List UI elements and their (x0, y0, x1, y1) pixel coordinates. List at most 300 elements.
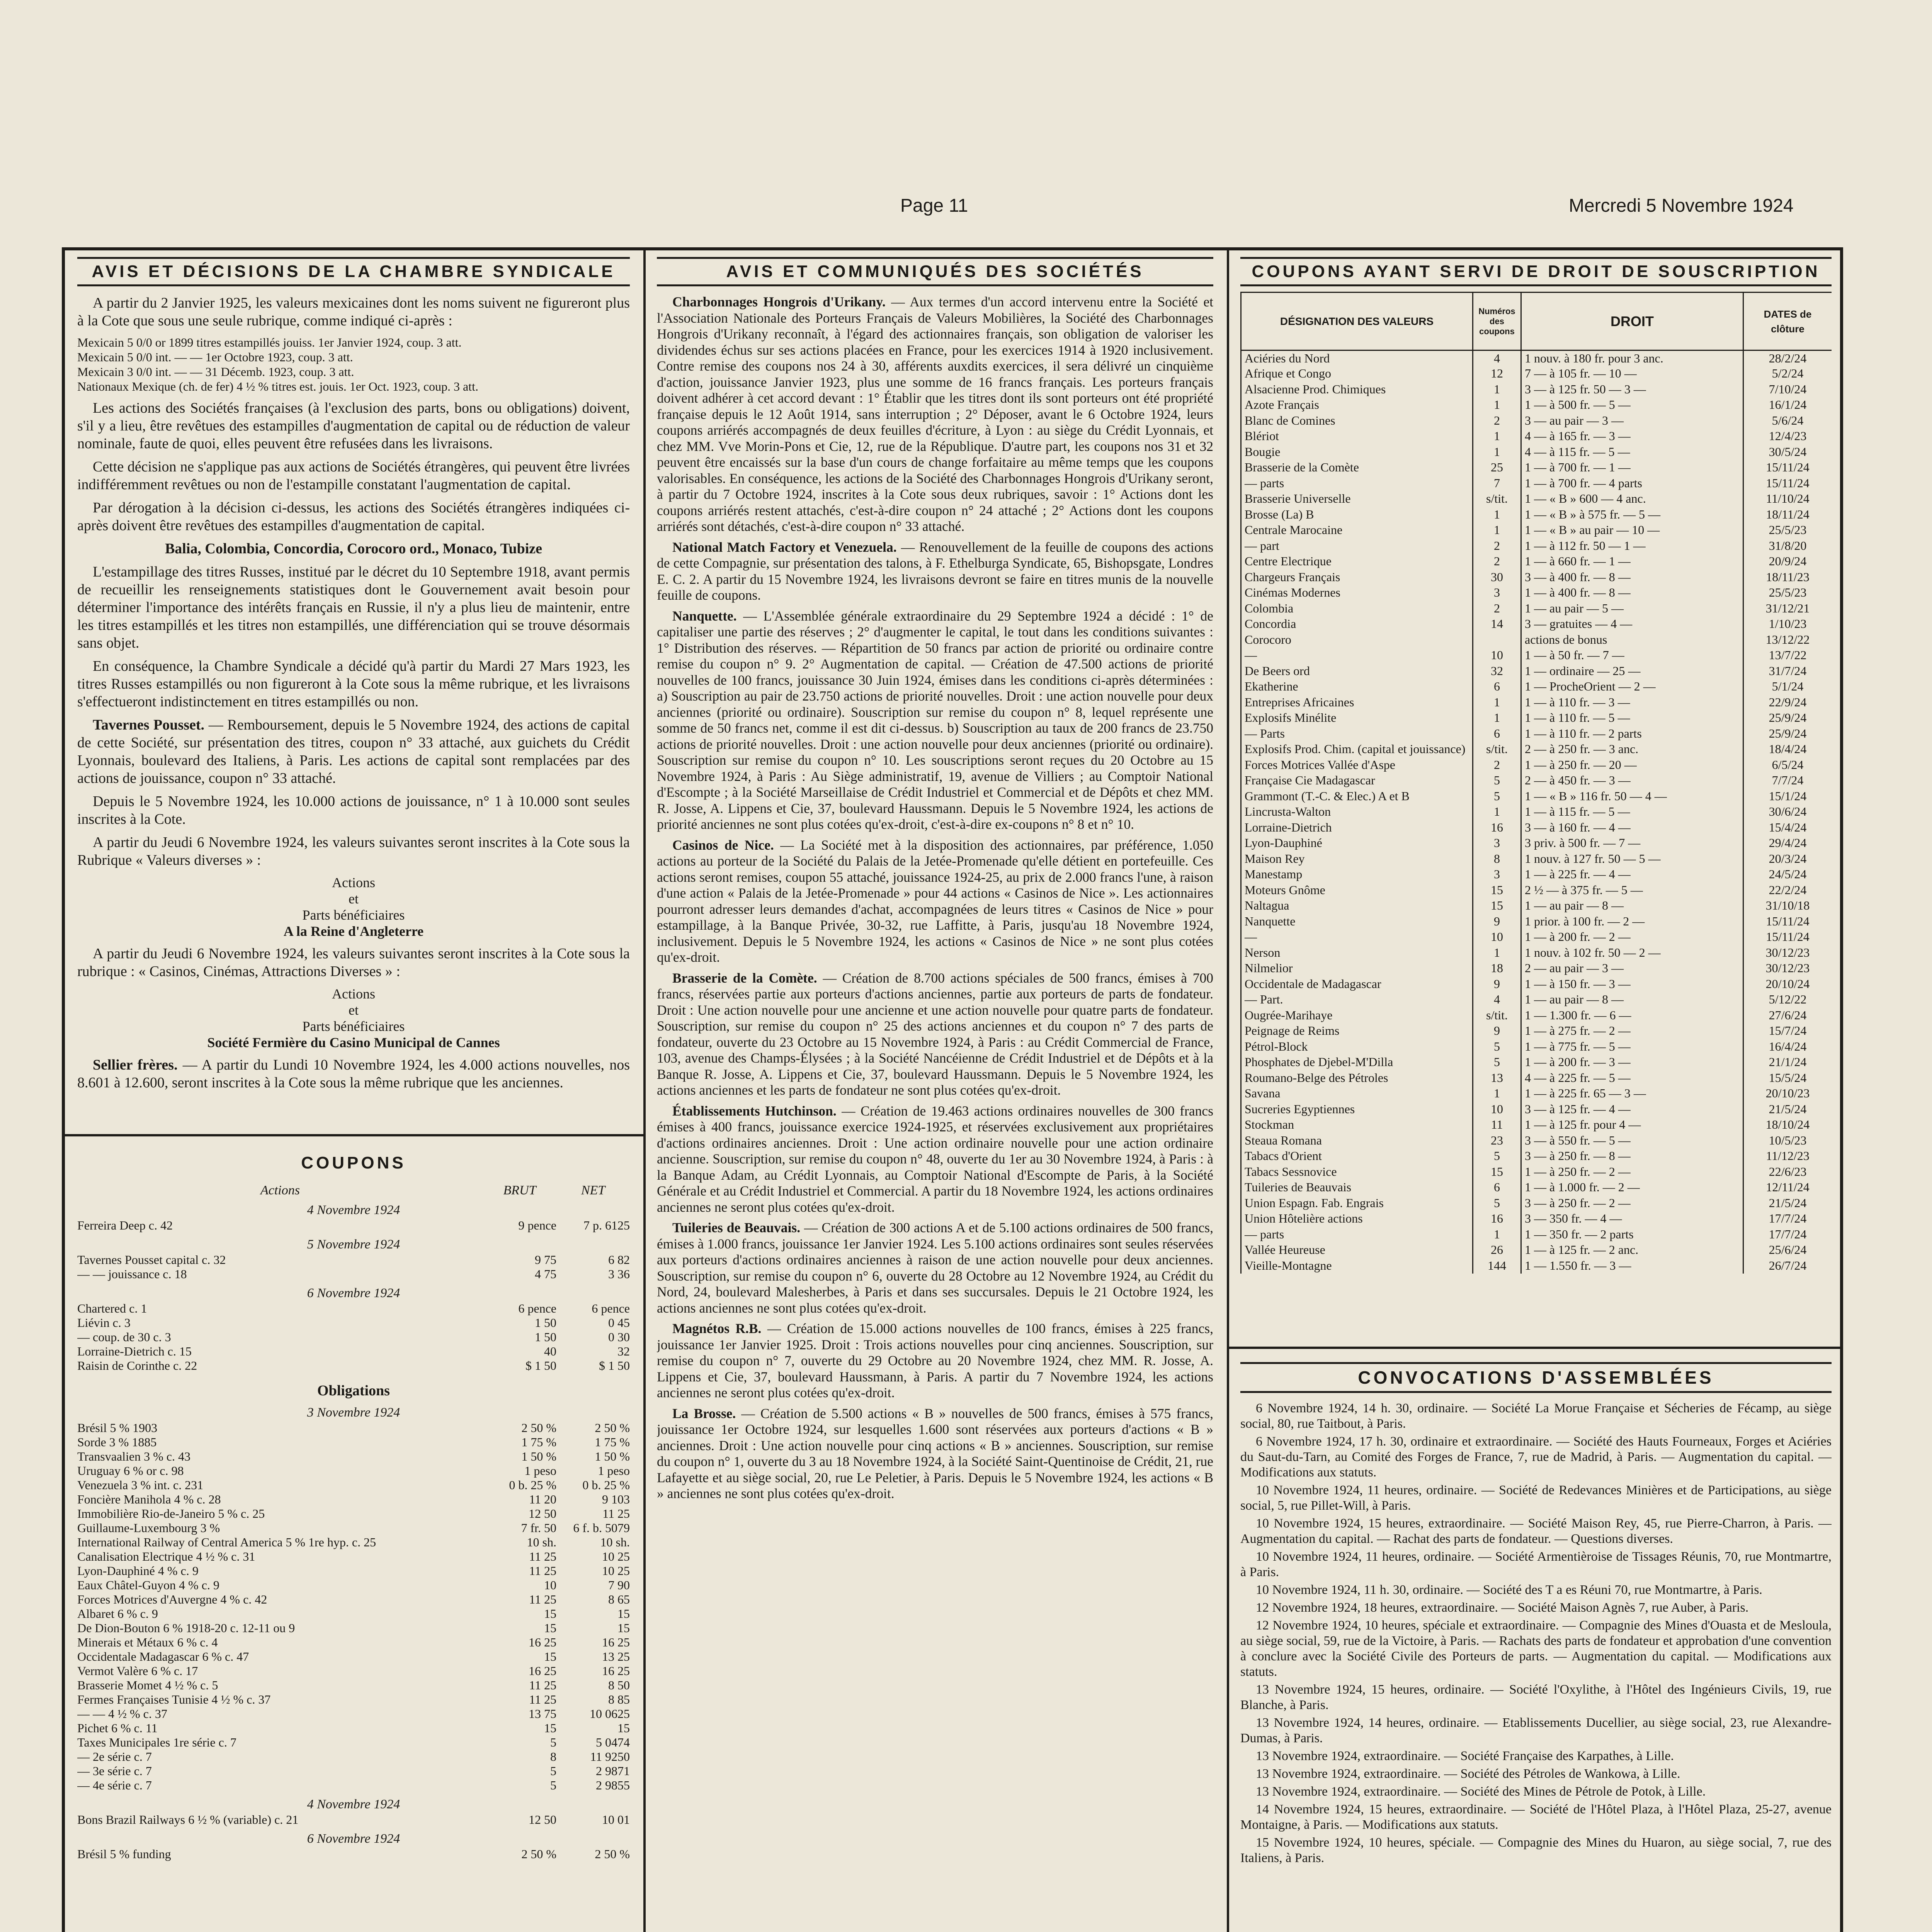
coupon-brut: 40 (544, 1344, 556, 1358)
convocation-item: 14 Novembre 1924, 15 heures, extraordinaire. — Société de l'Hôtel Plaza, à l'Hôtel Plaza, 25-27, avenue Montaigne, à Paris. — Modifications aux statuts. (1240, 1802, 1832, 1832)
coupon-name: Taxes Municipales 1re série c. 7 (77, 1735, 236, 1749)
cs-coupon: 18 (1473, 961, 1521, 976)
cs-row (1241, 789, 1832, 804)
syndicate-p5: L'estampillage des titres Russes, institué par le décret du 10 Septembre 1918, avant permis de recueillir les renseignements statistiques dont le Gouvernement avait besoin pour déterminer l'importance des intérêts français en Russie, il n'y a plus lieu de maintenir, entre les titres estampillés et les titres non estampillés, une différenciation qui se trouve désormais sans objet. (77, 564, 630, 651)
cs-coupon: 2 (1473, 554, 1521, 570)
coupon-net: 6 pence (592, 1301, 630, 1315)
coupon-brut: 11 25 (529, 1564, 556, 1578)
cs-valeur: — Part. (1241, 992, 1473, 1008)
coupon-brut: 1 50 (535, 1330, 556, 1344)
mex-line: Mexicain 5 0/0 or 1899 titres estampillés jouiss. 1er Janvier 1924, coup. 3 att. (77, 335, 462, 349)
cs-droit: 1 — à 1.000 fr. — 2 — (1521, 1180, 1743, 1196)
cs-valeur: Afrique et Congo (1241, 366, 1473, 382)
coupon-name: Uruguay 6 % or c. 98 (77, 1464, 184, 1478)
cs-droit: 3 — au pair — 3 — (1521, 413, 1743, 429)
section-divider-coupons (62, 1134, 643, 1136)
cs-droit: 1 nouv. à 127 fr. 50 — 5 — (1521, 851, 1743, 867)
coupons-oblig-group-row (77, 1535, 630, 1549)
coupon-net: 8 85 (608, 1692, 630, 1706)
coupon-net: 9 103 (602, 1492, 630, 1506)
coupon-brut: 11 25 (529, 1678, 556, 1692)
cs-date: 18/4/24 (1743, 742, 1832, 757)
cs-date: 15/11/24 (1743, 929, 1832, 945)
coupons-group-row (77, 1218, 630, 1233)
cs-row (1241, 679, 1832, 695)
societes-items (657, 294, 1213, 1502)
cs-coupon: 1 (1473, 507, 1521, 523)
syndicate-p3: Cette décision ne s'applique pas aux actions de Sociétés étrangères, qui peuvent être livrées indifféremment revêtues ou non de l'estampille constatant l'augmentation de capital. (77, 459, 630, 493)
cs-date: 18/11/23 (1743, 570, 1832, 585)
coupon-name: Tavernes Pousset capital c. 32 (77, 1253, 226, 1267)
cs-date: 12/11/24 (1743, 1180, 1832, 1196)
cs-valeur: — Parts (1241, 726, 1473, 742)
cs-row (1241, 945, 1832, 961)
cs-coupon: 5 (1473, 1148, 1521, 1164)
coupon-brut: 7 fr. 50 (521, 1521, 556, 1535)
cs-date: 25/6/24 (1743, 1242, 1832, 1258)
cs-droit: 1 — à 50 fr. — 7 — (1521, 648, 1743, 663)
cs-coupon: 9 (1473, 914, 1521, 930)
cs-date: 17/7/24 (1743, 1227, 1832, 1243)
cs-date: 20/3/24 (1743, 851, 1832, 867)
convocation-item: 10 Novembre 1924, 11 heures, ordinaire. — Société de Redevances Minières et de Participations, au siège social, 5, rue Pillet-Will, à Paris. (1240, 1483, 1832, 1513)
cs-date: 27/6/24 (1743, 1008, 1832, 1024)
cs-date: 15/11/24 (1743, 914, 1832, 930)
cs-droit: 3 priv. à 500 fr. — 7 — (1521, 835, 1743, 851)
convocation-item: 10 Novembre 1924, 11 h. 30, ordinaire. — Société des T a es Réuni 70, rue Montmartre, à Paris. (1256, 1583, 1762, 1597)
cs-valeur: Bougie (1241, 444, 1473, 460)
coupons-group-row (77, 1344, 630, 1359)
cs-droit: 1 — « B » au pair — 10 — (1521, 522, 1743, 538)
cs-row (1241, 804, 1832, 820)
cs-date: 21/5/24 (1743, 1196, 1832, 1211)
cs-valeur: Union Hôtelière actions (1241, 1211, 1473, 1227)
cs-date: 18/10/24 (1743, 1117, 1832, 1133)
cs-valeur: Peignage de Reims (1241, 1023, 1473, 1039)
cs-row (1241, 1023, 1832, 1039)
societe-text: — Création de 15.000 actions nouvelles de 100 francs, émises à 225 francs, jouissance 1er Janvier 1925. Droit : Trois actions nouvelles pour cinq anciennes. Souscription, sur remise du coupon n° 7, ouverte du 29 Octobre au 20 Novembre 1924, chez MM. R. Josse, A. Lippens et Cie, 37, boulevard Haussmann, à Paris. A partir du 7 Novembre 1924, les actions anciennes ne seront plus cotées qu'ex-droit. (657, 1321, 1213, 1400)
cs-droit: 1 — à 110 fr. — 3 — (1521, 695, 1743, 711)
mex-line: Nationaux Mexique (ch. de fer) 4 ½ % titres est. jouis. 1er Oct. 1923, coup. 3 att. (77, 379, 478, 393)
coupon-net: 6 f. b. 5079 (573, 1521, 630, 1535)
coupon-brut: 4 75 (535, 1267, 556, 1281)
convocation-item: 10 Novembre 1924, 15 heures, extraordinaire. — Société Maison Rey, 45, rue Pierre-Charron, à Paris. — Augmentation du capital. — Rachat des parts de fondateur. — Questions diverses. (1240, 1516, 1832, 1546)
coupon-net: 2 50 % (595, 1421, 630, 1435)
coupon-net: 8 50 (608, 1678, 630, 1692)
coupon-net: 1 peso (598, 1464, 630, 1478)
cs-date: 5/2/24 (1743, 366, 1832, 382)
p9-b: et (349, 1002, 359, 1018)
coupon-name: Transvaalien 3 % c. 43 (77, 1449, 190, 1463)
cs-valeur: Concordia (1241, 616, 1473, 632)
societe-name: Tuileries de Beauvais. (672, 1220, 801, 1235)
cs-row (1241, 382, 1832, 398)
coupons-oblig-group-row (77, 1664, 630, 1678)
coupon-net: 1 50 % (595, 1449, 630, 1463)
syndicate-p7 (77, 716, 630, 787)
cs-valeur: Explosifs Minélite (1241, 710, 1473, 726)
cs-valeur: Aciéries du Nord (1241, 350, 1473, 366)
cs-date: 13/12/22 (1743, 632, 1832, 648)
cs-date: 28/2/24 (1743, 350, 1832, 366)
cs-date: 25/9/24 (1743, 710, 1832, 726)
cs-row (1241, 1196, 1832, 1211)
coupons-oblig-group-row (77, 1813, 630, 1827)
coupon-brut: 16 25 (529, 1635, 556, 1649)
coupons-col-name: Actions (260, 1183, 300, 1197)
cs-coupon: 10 (1473, 1102, 1521, 1117)
cs-date: 11/10/24 (1743, 491, 1832, 507)
cs-valeur: Tuileries de Beauvais (1241, 1180, 1473, 1196)
cs-valeur: Alsacienne Prod. Chimiques (1241, 382, 1473, 398)
cs-row (1241, 1227, 1832, 1243)
cs-date: 30/12/23 (1743, 961, 1832, 976)
coupons-oblig-group-row (77, 1435, 630, 1449)
cs-valeur: — (1241, 648, 1473, 663)
cs-row (1241, 742, 1832, 757)
coupon-name: Ferreira Deep c. 42 (77, 1218, 173, 1232)
coupons-oblig-group-row (77, 1449, 630, 1464)
cs-droit: 1 — à 275 fr. — 2 — (1521, 1023, 1743, 1039)
coupons-oblig-group-row (77, 1778, 630, 1793)
coupon-net: 10 25 (602, 1564, 630, 1578)
cs-droit: 1 — 1.550 fr. — 3 — (1521, 1258, 1743, 1274)
cs-droit: 1 — à 250 fr. — 20 — (1521, 757, 1743, 773)
cs-row (1241, 773, 1832, 789)
coupon-brut: 2 50 % (521, 1421, 556, 1435)
societe-notice (657, 1220, 1213, 1316)
coupon-brut: 1 75 % (521, 1435, 556, 1449)
coupon-net: 5 0474 (596, 1735, 630, 1749)
cs-droit: 1 — à 225 fr. 65 — 3 — (1521, 1086, 1743, 1102)
coupon-name: — 4e série c. 7 (77, 1778, 152, 1792)
coupon-brut: 15 (544, 1721, 556, 1735)
cs-coupon: 3 (1473, 585, 1521, 601)
cs-coupon: 1 (1473, 710, 1521, 726)
syndicate-p8: A partir du Jeudi 6 Novembre 1924, les valeurs suivantes seront inscrites à la Cote sous la Rubrique « Valeurs diverses » : (77, 834, 630, 868)
cs-row (1241, 914, 1832, 930)
cs-droit: 3 — à 250 fr. — 2 — (1521, 1196, 1743, 1211)
coupon-brut: 1 50 (535, 1316, 556, 1330)
cs-coupon: 144 (1473, 1258, 1521, 1274)
coupon-brut: 10 sh. (527, 1535, 556, 1549)
cs-valeur: Cinémas Modernes (1241, 585, 1473, 601)
column-divider-1 (643, 247, 646, 1932)
coupon-name: — — jouissance c. 18 (77, 1267, 187, 1281)
convocation-item: 6 Novembre 1924, 14 h. 30, ordinaire. — Société La Morue Française et Sécheries de Fécamp, au siège social, 80, rue Taitbout, à Paris. (1240, 1401, 1832, 1431)
cs-date: 25/5/23 (1743, 522, 1832, 538)
coupon-net: 11 9250 (590, 1750, 630, 1764)
coupon-net: 2 9855 (596, 1778, 630, 1792)
cs-coupon: 10 (1473, 648, 1521, 663)
cs-coupon: 1 (1473, 695, 1521, 711)
coupon-name: Sorde 3 % 1885 (77, 1435, 157, 1449)
cs-droit: 3 — à 160 fr. — 4 — (1521, 820, 1743, 836)
coupons-oblig-group-row (77, 1635, 630, 1650)
cs-row (1241, 835, 1832, 851)
coupon-name: Fermes Françaises Tunisie 4 ½ % c. 37 (77, 1692, 271, 1706)
syndicate-p2: Les actions des Sociétés françaises (à l'exclusion des parts, bons ou obligations) doivent, s'il y a lieu, être revêtues des estampilles d'augmentation de capital ou de réduction de valeur nominale, faute de quoi, elles peuvent être refusées dans les livraisons. (77, 400, 630, 452)
convocation-item: 12 Novembre 1924, 18 heures, extraordinaire. — Société Maison Agnès 7, rue Auber, à Paris. (1256, 1600, 1749, 1615)
cs-droit: 1 — au pair — 8 — (1521, 898, 1743, 914)
cs-coupon: 1 (1473, 382, 1521, 398)
coupon-name: Brésil 5 % funding (77, 1847, 171, 1861)
cs-coupon: 1 (1473, 1227, 1521, 1243)
coupon-brut: 8 (550, 1750, 556, 1764)
syndicate-p4: Par dérogation à la décision ci-dessus, les actions des Sociétés étrangères indiquées ci-après doivent être revêtues des estampilles d'augmentation de capital. (77, 500, 630, 534)
societe-notice (657, 608, 1213, 833)
cs-coupon: s/tit. (1473, 742, 1521, 757)
cs-valeur: Vallée Heureuse (1241, 1242, 1473, 1258)
cs-row (1241, 632, 1832, 648)
coupons-group-date: 4 Novembre 1924 (307, 1203, 400, 1217)
coupon-brut: 1 50 % (521, 1449, 556, 1463)
cs-row (1241, 867, 1832, 883)
cs-valeur: Tabacs Sessnovice (1241, 1164, 1473, 1180)
cs-row (1241, 1039, 1832, 1055)
cs-droit: 1 — « B » 116 fr. 50 — 4 — (1521, 789, 1743, 804)
cs-coupon: 2 (1473, 538, 1521, 554)
cs-coupon: 25 (1473, 460, 1521, 476)
cs-header-droit: DROIT (1521, 293, 1743, 350)
coupons-oblig-group-row (77, 1621, 630, 1635)
cs-coupon: 30 (1473, 570, 1521, 585)
cs-row (1241, 570, 1832, 585)
coupons-oblig-groups (77, 1405, 630, 1861)
societe-notice (657, 294, 1213, 535)
convocation-item: 13 Novembre 1924, extraordinaire. — Société des Mines de Pétrole de Potok, à Lille. (1256, 1784, 1706, 1799)
cs-row (1241, 1070, 1832, 1086)
coupon-brut: 11 25 (529, 1592, 556, 1606)
coupon-net: 3 36 (608, 1267, 630, 1281)
cs-row (1241, 1133, 1832, 1149)
cs-date: 16/1/24 (1743, 397, 1832, 413)
coupon-brut: $ 1 50 (526, 1359, 556, 1372)
cs-row (1241, 350, 1832, 366)
cs-droit: 1 — à 775 fr. — 5 — (1521, 1039, 1743, 1055)
coupons-souscription-section (1240, 257, 1832, 1339)
cs-date: 26/7/24 (1743, 1258, 1832, 1274)
cs-coupon: 1 (1473, 804, 1521, 820)
syndicate-p7b: Depuis le 5 Novembre 1924, les 10.000 actions de jouissance, n° 1 à 10.000 sont seules inscrites à la Cote. (77, 793, 630, 827)
coupons-oblig-group-row (77, 1507, 630, 1521)
syndicate-p10 (77, 1056, 630, 1092)
cs-droit: 1 — ordinaire — 25 — (1521, 663, 1743, 679)
coupon-net: 16 25 (602, 1664, 630, 1678)
convocation-item: 15 Novembre 1924, 10 heures, spéciale. — Compagnie des Mines du Huaron, au siège social, 7, rue des Italiens, à Paris. (1240, 1835, 1832, 1865)
cs-row (1241, 491, 1832, 507)
coupon-name: Foncière Manihola 4 % c. 28 (77, 1492, 221, 1506)
coupon-name: Lorraine-Dietrich c. 15 (77, 1344, 192, 1358)
coupon-net: 0 45 (608, 1316, 630, 1330)
cs-valeur: Brosse (La) B (1241, 507, 1473, 523)
cs-droit: 1 — à 150 fr. — 3 — (1521, 976, 1743, 992)
coupon-net: 7 90 (608, 1578, 630, 1592)
cs-valeur: Française Cie Madagascar (1241, 773, 1473, 789)
coupon-net: 8 65 (608, 1592, 630, 1606)
cs-valeur: Grammont (T.-C. & Elec.) A et B (1241, 789, 1473, 804)
convocation-item: 13 Novembre 1924, extraordinaire. — Société des Pétroles de Wankowa, à Lille. (1256, 1767, 1680, 1781)
cs-date: 13/7/22 (1743, 648, 1832, 663)
cs-date: 15/7/24 (1743, 1023, 1832, 1039)
cs-valeur: Occidentale de Madagascar (1241, 976, 1473, 992)
societe-name: Magnétos R.B. (672, 1321, 762, 1336)
cs-row (1241, 1258, 1832, 1274)
coupons-oblig-group-row (77, 1478, 630, 1492)
coupons-oblig-group-row (77, 1692, 630, 1707)
cs-valeur: Corocoro (1241, 632, 1473, 648)
coupon-net: 11 25 (602, 1507, 630, 1520)
cs-date: 5/12/22 (1743, 992, 1832, 1008)
cs-row (1241, 444, 1832, 460)
coupons-oblig-group-row (77, 1564, 630, 1578)
coupon-name: Brésil 5 % 1903 (77, 1421, 158, 1435)
cs-droit: actions de bonus (1521, 632, 1743, 648)
syndicate-section (77, 257, 630, 1126)
cs-date: 25/9/24 (1743, 726, 1832, 742)
coupon-net: 0 30 (608, 1330, 630, 1344)
cs-date: 5/6/24 (1743, 413, 1832, 429)
societe-name: La Brosse. (672, 1405, 736, 1421)
sellier-text: — A partir du Lundi 10 Novembre 1924, les 4.000 actions nouvelles, nos 8.601 à 12.600, seront inscrites à la Cote sous la même rubrique que les anciennes. (77, 1057, 630, 1091)
cs-droit: 1 — 350 fr. — 2 parts (1521, 1227, 1743, 1243)
cs-coupon: 3 (1473, 835, 1521, 851)
cs-coupon: 6 (1473, 726, 1521, 742)
mex-line: Mexicain 5 0/0 int. — — 1er Octobre 1923, coup. 3 att. (77, 350, 353, 364)
societe-name: Charbonnages Hongrois d'Urikany. (672, 294, 886, 310)
cs-row (1241, 648, 1832, 663)
cs-coupon: 5 (1473, 1196, 1521, 1211)
cs-droit: 1 — « B » 600 — 4 anc. (1521, 491, 1743, 507)
cs-valeur: Ekatherine (1241, 679, 1473, 695)
page-number: Page 11 (900, 196, 968, 216)
cs-droit: 1 — à 400 fr. — 8 — (1521, 585, 1743, 601)
cs-droit: 2 — à 250 fr. — 3 anc. (1521, 742, 1743, 757)
convocation-item: 10 Novembre 1924, 11 heures, ordinaire. — Société Armentièroise de Tissages Réunis, 70, rue Montmartre, à Paris. (1240, 1549, 1832, 1579)
cs-coupon: 6 (1473, 1180, 1521, 1196)
cs-row (1241, 1054, 1832, 1070)
cs-droit: 4 — à 115 fr. — 5 — (1521, 444, 1743, 460)
coupons-oblig-group-row (77, 1707, 630, 1721)
cs-coupon: 1 (1473, 1086, 1521, 1102)
coupons-title: COUPONS (301, 1153, 406, 1172)
coupon-name: Guillaume-Luxembourg 3 % (77, 1521, 220, 1535)
cs-date: 31/7/24 (1743, 663, 1832, 679)
coupon-name: — — 4 ½ % c. 37 (77, 1707, 167, 1721)
cs-row (1241, 601, 1832, 617)
cs-row (1241, 1242, 1832, 1258)
coupons-oblig-group-row (77, 1735, 630, 1750)
cs-date: 20/10/23 (1743, 1086, 1832, 1102)
coupon-net: 15 (617, 1621, 630, 1635)
coupon-brut: 2 50 % (521, 1847, 556, 1861)
societes-title: AVIS ET COMMUNIQUÉS DES SOCIÉTÉS (657, 257, 1213, 286)
coupons-oblig-group-row (77, 1421, 630, 1435)
societe-text: — La Société met à la disposition des actionnaires, par préférence, 1.050 actions au porteur de la Société du Palais de la Jetée-Promenade qu'elle détient en portefeuille. Ces actions seront remises, coupon 55 attaché, jouissance 1924-25, au prix de 2.000 francs l'une, à raison d'une action « Palais de la Jetée-Promenade » pour 44 actions « Casinos de Nice ». Les actionnaires pourront adresser leurs demandes d'achat, accompagnées de leurs titres « Casinos de Nice » pour estampillage, à la Banque Privée, 30-32, rue Laffitte, à Paris, jusqu'au 18 Novembre 1924, inclusivement. Depuis le 5 Novembre 1924, les actions « Casinos de Nice » ne sont plus cotées qu'ex-droit. (657, 837, 1213, 965)
cs-row (1241, 538, 1832, 554)
societe-text: — Création de 5.500 actions « B » nouvelles de 500 francs, émises à 575 francs, jouissance 1er Octobre 1924, sur lesquelles 1.600 sont réservées aux porteurs d'actions « B » anciennes. Droit : Une action nouvelle pour cinq actions « B » anciennes. Souscription, sur remise du coupon n° 1, ouverte du 3 au 18 Novembre 1924, à la Société Saint-Quentinoise de Crédit, 21, rue Lafayette et au siège social, 20, rue Le Peletier, à Paris. Depuis le 5 Novembre 1924, les actions « B » anciennes ne sont plus cotées qu'ex-droit. (657, 1405, 1213, 1501)
cs-valeur: Phosphates de Djebel-M'Dilla (1241, 1054, 1473, 1070)
coupons-group-date: 6 Novembre 1924 (307, 1286, 400, 1300)
cs-coupon: 1 (1473, 397, 1521, 413)
page-date: Mercredi 5 Novembre 1924 (1569, 196, 1794, 216)
cs-coupon: 23 (1473, 1133, 1521, 1149)
cs-date: 30/12/23 (1743, 945, 1832, 961)
cs-row (1241, 1008, 1832, 1024)
cs-droit: 1 — à 115 fr. — 5 — (1521, 804, 1743, 820)
cs-date: 1/10/23 (1743, 616, 1832, 632)
cs-date: 15/11/24 (1743, 476, 1832, 492)
coupon-net: 16 25 (602, 1635, 630, 1649)
coupons-oblig-group-row (77, 1521, 630, 1535)
cs-valeur: Naltagua (1241, 898, 1473, 914)
cs-valeur: Nilmelior (1241, 961, 1473, 976)
cs-valeur: Tabacs d'Orient (1241, 1148, 1473, 1164)
coupon-brut: 13 75 (529, 1707, 556, 1721)
coupon-name: Chartered c. 1 (77, 1301, 147, 1315)
cs-coupon: 8 (1473, 851, 1521, 867)
cs-valeur: — part (1241, 538, 1473, 554)
coupons-oblig-group-date: 4 Novembre 1924 (307, 1797, 400, 1811)
coupon-net: 15 (617, 1607, 630, 1621)
cs-date: 20/9/24 (1743, 554, 1832, 570)
cs-droit: 1 nouv. à 102 fr. 50 — 2 — (1521, 945, 1743, 961)
cs-coupon: 14 (1473, 616, 1521, 632)
cs-valeur: Vieille-Montagne (1241, 1258, 1473, 1274)
cs-droit: 1 — à 660 fr. — 1 — (1521, 554, 1743, 570)
cs-row (1241, 476, 1832, 492)
cs-droit: 2 — à 450 fr. — 3 — (1521, 773, 1743, 789)
cs-droit: 1 — à 700 fr. — 1 — (1521, 460, 1743, 476)
cs-date: 15/11/24 (1743, 460, 1832, 476)
cs-droit: 3 — à 125 fr. — 4 — (1521, 1102, 1743, 1117)
cs-coupon: 15 (1473, 898, 1521, 914)
convocation-item: 6 Novembre 1924, 17 h. 30, ordinaire et extraordinaire. — Société des Hauts Fourneaux, Forges et Aciéries du Saut-du-Tarn, au Comité des Forges de France, 7, rue de Madrid, à Paris. — Augmentation du capital. — Modifications aux statuts. (1240, 1434, 1832, 1480)
convocation-item: 13 Novembre 1924, 14 heures, ordinaire. — Etablissements Ducellier, au siège social, 23, rue Alexandre-Dumas, à Paris. (1240, 1716, 1832, 1745)
cs-valeur: Centrale Marocaine (1241, 522, 1473, 538)
coupon-brut: 15 (544, 1607, 556, 1621)
cs-coupon: 10 (1473, 929, 1521, 945)
coupons-groups (77, 1202, 630, 1373)
cs-row (1241, 585, 1832, 601)
cs-coupon (1473, 632, 1521, 648)
cs-valeur: Ougrée-Marihaye (1241, 1008, 1473, 1024)
cs-row (1241, 1211, 1832, 1227)
coupons-oblig-group-row (77, 1650, 630, 1664)
coupon-name: Forces Motrices d'Auvergne 4 % c. 42 (77, 1592, 267, 1606)
coupons-oblig-group-row (77, 1678, 630, 1692)
coupons-group-row (77, 1253, 630, 1267)
cs-droit: 1 — ProcheOrient — 2 — (1521, 679, 1743, 695)
cs-row (1241, 695, 1832, 711)
coupon-net: 1 75 % (595, 1435, 630, 1449)
convocation-item: 13 Novembre 1924, 15 heures, ordinaire. — Société l'Oxylithe, à l'Hôtel des Ingénieurs Civils, 19, rue Blanche, à Paris. (1240, 1682, 1832, 1712)
cs-date: 10/5/23 (1743, 1133, 1832, 1149)
cs-droit: 7 — à 105 fr. — 10 — (1521, 366, 1743, 382)
cs-coupon: 9 (1473, 976, 1521, 992)
cs-coupon: 11 (1473, 1117, 1521, 1133)
cs-valeur: Moteurs Gnôme (1241, 883, 1473, 898)
cs-coupon: 3 (1473, 867, 1521, 883)
cs-coupon: 16 (1473, 820, 1521, 836)
cs-row (1241, 898, 1832, 914)
coupons-col-net: NET (581, 1183, 605, 1197)
cs-droit: 1 — à 110 fr. — 2 parts (1521, 726, 1743, 742)
cs-coupon: 2 (1473, 413, 1521, 429)
coupon-net: 7 p. 6125 (583, 1218, 630, 1232)
coupons-oblig-group-row (77, 1549, 630, 1564)
cs-date: 31/8/20 (1743, 538, 1832, 554)
